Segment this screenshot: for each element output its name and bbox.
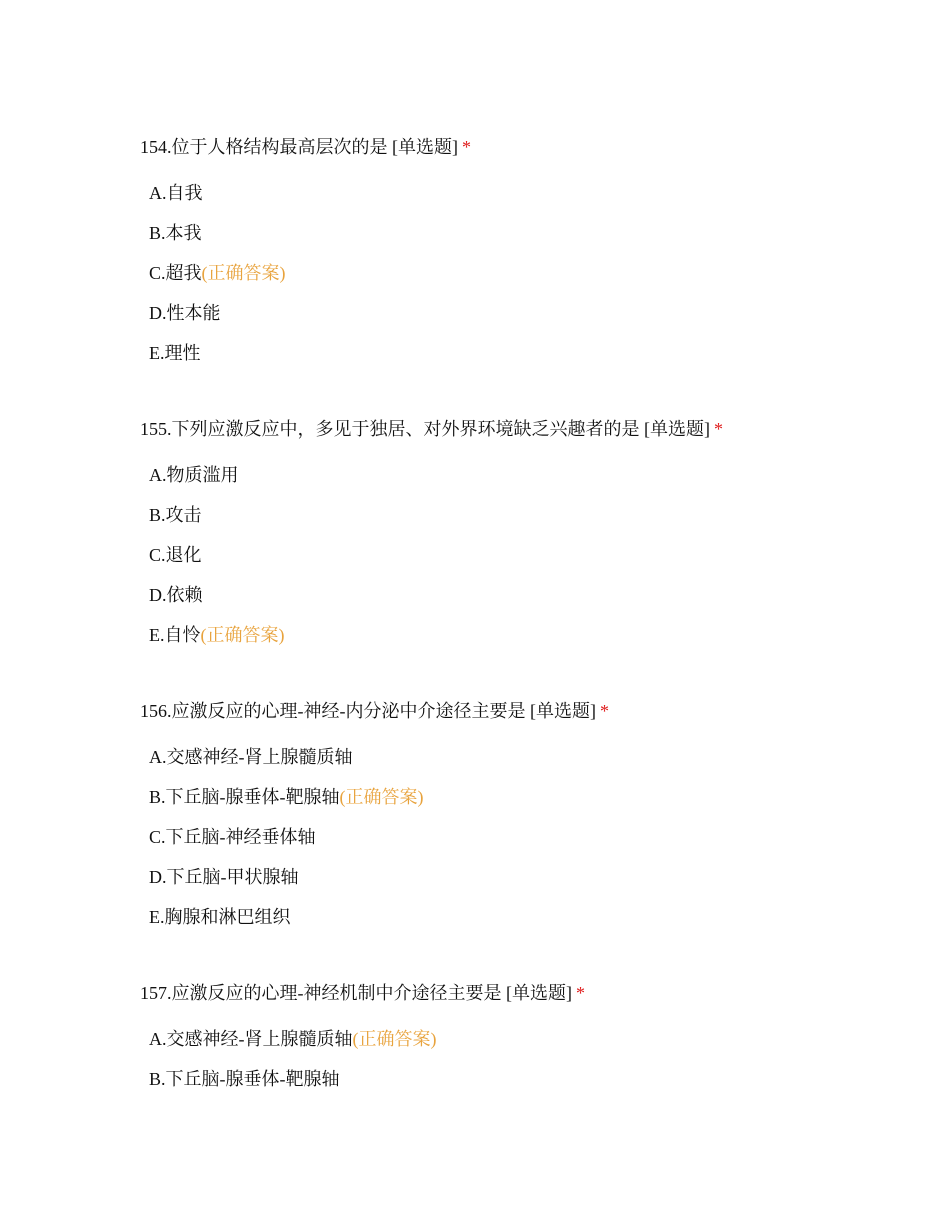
option-text: C.超我 bbox=[149, 263, 202, 283]
option-text: A.交感神经-肾上腺髓质轴 bbox=[149, 747, 353, 767]
option-text: A.自我 bbox=[149, 183, 203, 203]
option-e[interactable] bbox=[149, 341, 929, 365]
option-b[interactable] bbox=[149, 221, 929, 245]
option-a[interactable] bbox=[149, 463, 929, 487]
option-a[interactable] bbox=[149, 745, 929, 769]
option-d[interactable] bbox=[149, 583, 929, 607]
option-list bbox=[140, 463, 920, 647]
required-asterisk: * bbox=[599, 701, 609, 721]
correct-answer-label: (正确答案) bbox=[352, 1029, 437, 1049]
question-title-text: 155.下列应激反应中，多见于独居、对外界环境缺乏兴趣者的是 [单选题] bbox=[140, 419, 710, 439]
option-text: B.下丘脑-腺垂体-靶腺轴 bbox=[149, 787, 340, 807]
option-c[interactable] bbox=[149, 543, 929, 567]
option-text: E.自怜 bbox=[149, 625, 201, 645]
option-text: A.交感神经-肾上腺髓质轴 bbox=[149, 1029, 353, 1049]
option-b[interactable] bbox=[149, 1067, 929, 1091]
option-list bbox=[140, 181, 920, 365]
question-156 bbox=[140, 699, 920, 929]
option-text: B.攻击 bbox=[149, 505, 202, 525]
option-text: C.下丘脑-神经垂体轴 bbox=[149, 827, 316, 847]
option-c[interactable] bbox=[149, 825, 929, 849]
option-text: B.本我 bbox=[149, 223, 202, 243]
option-e[interactable] bbox=[149, 905, 929, 929]
option-text: C.退化 bbox=[149, 545, 202, 565]
question-155 bbox=[140, 417, 920, 647]
required-asterisk: * bbox=[575, 983, 585, 1003]
question-title-text: 156.应激反应的心理-神经-内分泌中介途径主要是 [单选题] bbox=[140, 701, 596, 721]
correct-answer-label: (正确答案) bbox=[200, 625, 285, 645]
question-157 bbox=[140, 981, 920, 1091]
question-title bbox=[140, 135, 920, 159]
question-title-text: 154.位于人格结构最高层次的是 [单选题] bbox=[140, 137, 458, 157]
option-text: D.下丘脑-甲状腺轴 bbox=[149, 867, 299, 887]
option-text: D.依赖 bbox=[149, 585, 203, 605]
option-a[interactable] bbox=[149, 181, 929, 205]
option-list bbox=[140, 1027, 920, 1091]
option-text: D.性本能 bbox=[149, 303, 221, 323]
question-title-text: 157.应激反应的心理-神经机制中介途径主要是 [单选题] bbox=[140, 983, 572, 1003]
option-e[interactable] bbox=[149, 623, 929, 647]
question-title bbox=[140, 417, 920, 441]
option-text: B.下丘脑-腺垂体-靶腺轴 bbox=[149, 1069, 340, 1089]
question-154 bbox=[140, 135, 920, 365]
option-d[interactable] bbox=[149, 301, 929, 325]
option-d[interactable] bbox=[149, 865, 929, 889]
option-text: A.物质滥用 bbox=[149, 465, 239, 485]
option-b[interactable] bbox=[149, 503, 929, 527]
question-title bbox=[140, 981, 920, 1005]
correct-answer-label: (正确答案) bbox=[339, 787, 424, 807]
correct-answer-label: (正确答案) bbox=[201, 263, 286, 283]
required-asterisk: * bbox=[714, 419, 723, 439]
option-text: E.理性 bbox=[149, 343, 201, 363]
option-text: E.胸腺和淋巴组织 bbox=[149, 907, 291, 927]
option-list bbox=[140, 745, 920, 929]
option-a[interactable] bbox=[149, 1027, 929, 1051]
option-b[interactable] bbox=[149, 785, 929, 809]
required-asterisk: * bbox=[462, 137, 471, 157]
option-c[interactable] bbox=[149, 261, 929, 285]
question-title bbox=[140, 699, 920, 723]
